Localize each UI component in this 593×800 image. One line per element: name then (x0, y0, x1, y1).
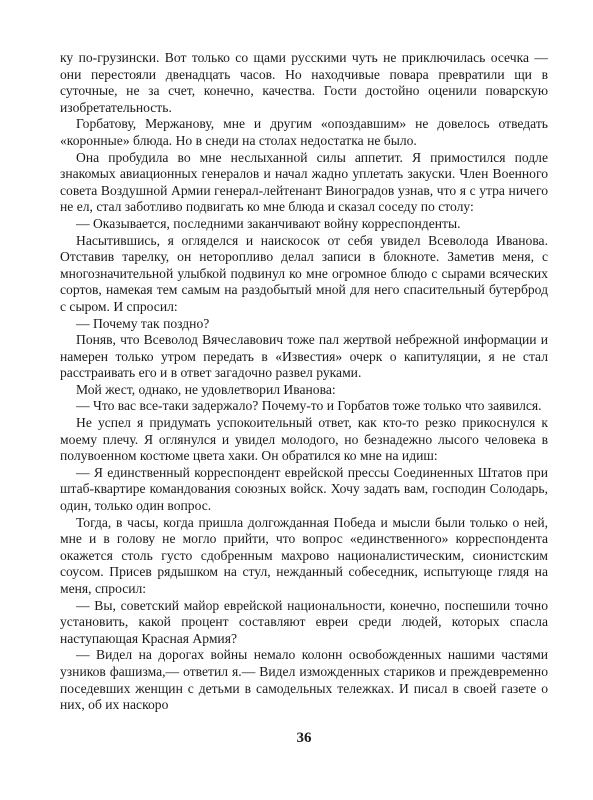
paragraph: — Что вас все-таки задержало? Почему-то и Горбатов тоже только что заявился. (76, 398, 542, 414)
paragraph: Горбатову, Мержанову, мне и другим «опоздавшим» не довелось отведать «коронные» блюда. Но в снеди на столах недостатка не было. (60, 116, 548, 148)
paragraph: Не успел я придумать успокоительный ответ, как кто-то резко прикоснулся к моему плечу. Я оглянулся и увидел молодого, но безнадежно лысого человека в полувоенном костюме цвета хаки. Он обратился ко мне на идиш: (60, 415, 548, 464)
paragraph: — Я единственный корреспондент еврейской прессы Соединенных Штатов при штаб-квартире командования союзных войск. Хочу задать вам, господин Солодарь, один, только один вопрос. (60, 464, 548, 514)
paragraph: Поняв, что Всеволод Вячеславович тоже пал жертвой небрежной информации и намерен только утром передать в «Известия» очерк о капитуляции, я не стал расстраивать его и в ответ загадочно развел руками. (60, 332, 548, 381)
paragraph: Насытившись, я огляделся и наискосок от себя увидел Всеволода Иванова. Отставив тарелку, он неторопливо делал записи в блокноте. Заметив меня, с многозначительной улыбкой подвинул ко мне огромное блюдо с сырами всяческих сортов, намекая тем самым на раздобытый мной для него спасительный бутерброд с сыром. И спросил: (60, 232, 548, 314)
paragraph: ку по-грузински. Вот только со щами русскими чуть не приключилась осечка — они перестояли двенадцать часов. Но находчивые повара превратили щи в суточные, не за счет, конечно, качества. Гости достойно оценили поварскую изобретательность. (60, 50, 548, 115)
paragraph: — Видел на дорогах войны немало колонн освобожденных нашими частями узников фашизма,— ответил я.— Видел изможденных стариков и преждевременно поседевших женщин с детьми в самодельных тележках. И писал в своей газете о них, об их наскоро (60, 647, 548, 713)
paragraph: — Вы, советский майор еврейской национальности, конечно, поспешили точно установить, какой процент составляют евреи среди людей, которых спасла наступающая Красная Армия? (60, 597, 548, 646)
page-number: 36 (296, 730, 312, 746)
paragraph: — Почему так поздно? (76, 315, 210, 331)
text-body (60, 50, 548, 714)
paragraph: — Оказывается, последними заканчивают войну корреспонденты. (76, 215, 461, 231)
paragraph: Тогда, в часы, когда пришла долгожданная Победа и мысли были только о ней, мне и в голову не могло прийти, что вопрос «единственного» корреспондента окажется столь густо сдобренным махрово националистическим, сионистским соусом. Присев рядышком на стул, нежданный собеседник, испытующе глядя на меня, спросил: (60, 514, 548, 596)
paragraph: Она пробудила во мне неслыханной силы аппетит. Я примостился подле знакомых авиационных генералов и начал жадно уплетать закуски. Член Военного совета Воздушной Армии генерал-лейтенант Виноградов узнав, что я с утра ничего не ел, стал заботливо подвигать ко мне блюда и сказал соседу по столу: (60, 149, 548, 215)
paragraph: Мой жест, однако, не удовлетворил Иванова: (76, 381, 336, 397)
book-page (60, 50, 548, 790)
